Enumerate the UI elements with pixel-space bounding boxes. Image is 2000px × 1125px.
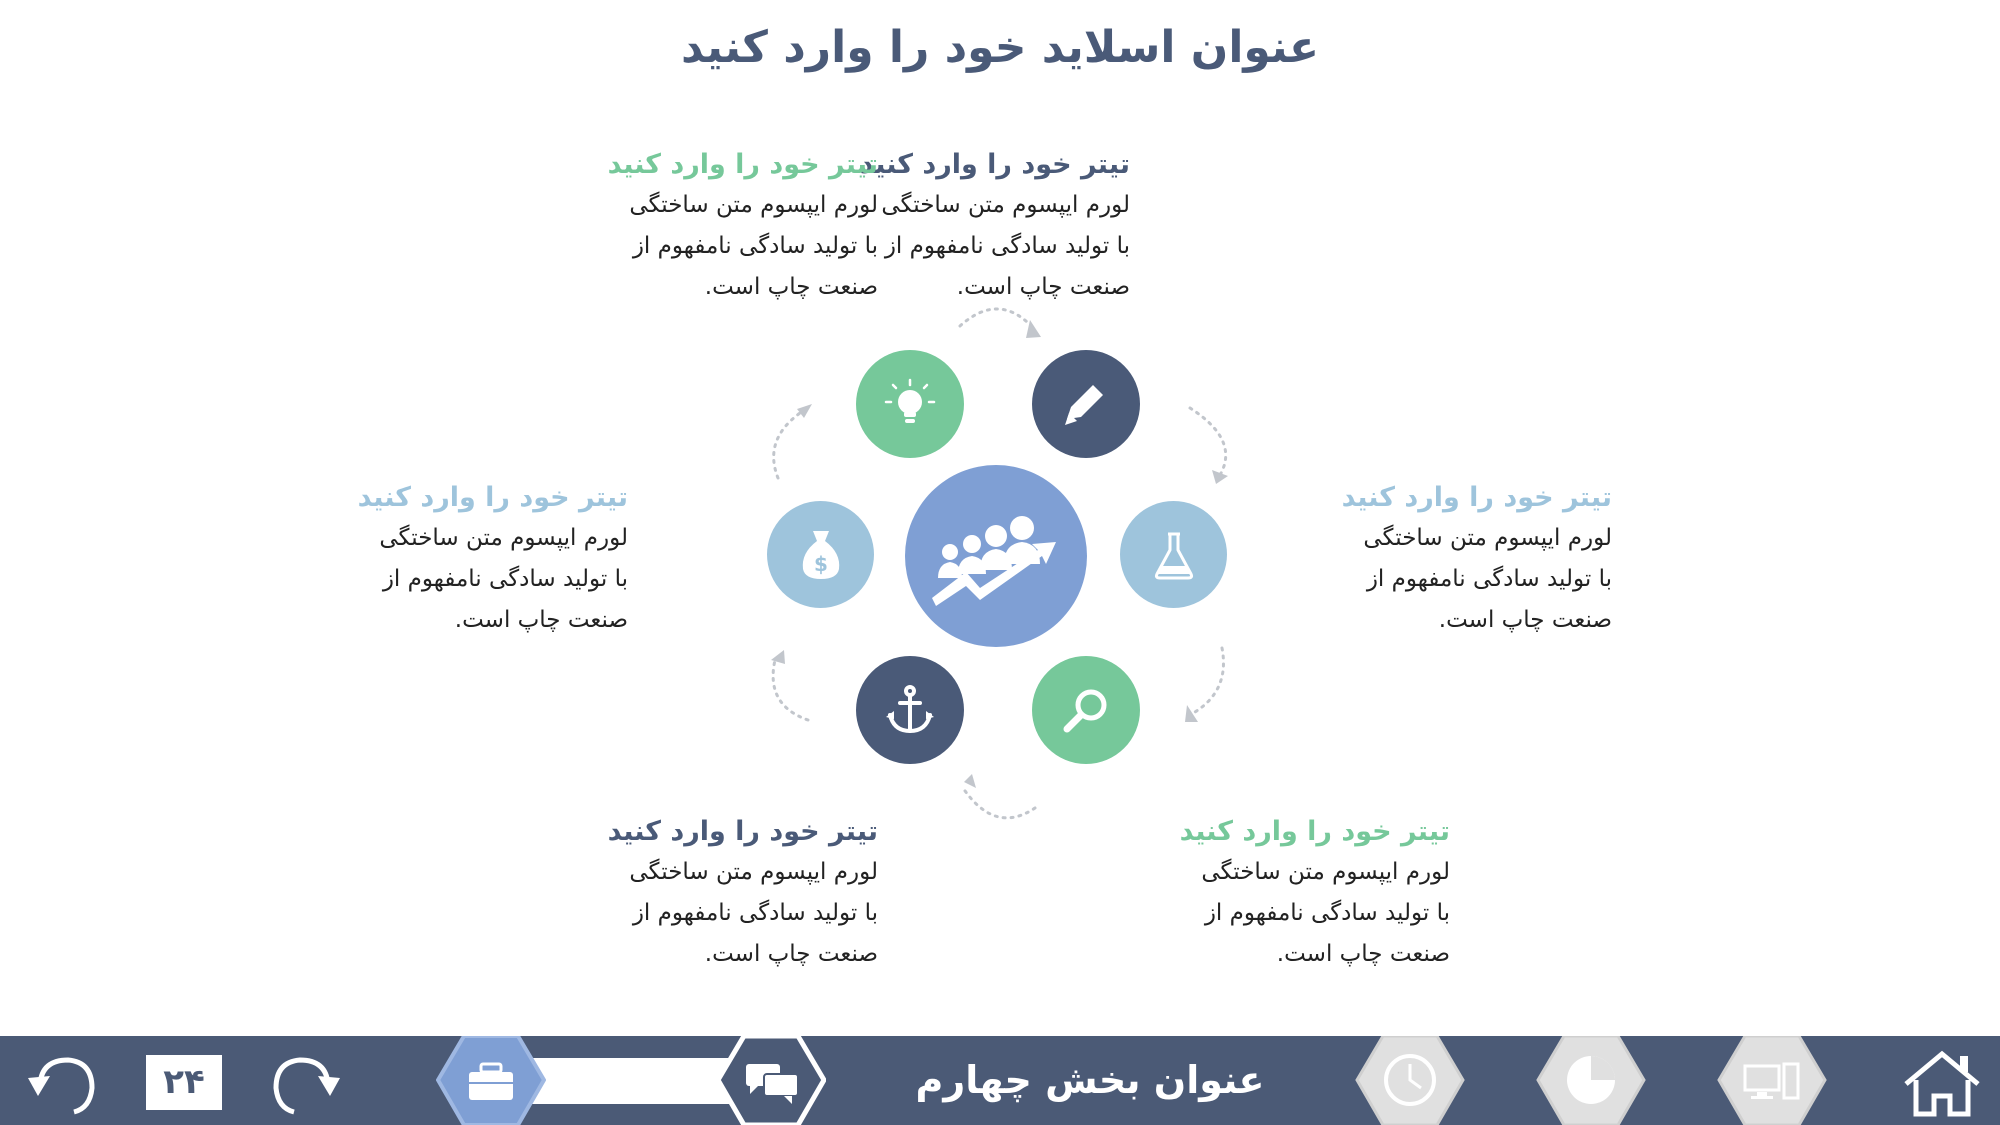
item-line: لورم ایپسوم متن ساختگی <box>881 192 1130 218</box>
home-icon[interactable] <box>1898 1048 1986 1118</box>
pencil-icon <box>1032 350 1140 458</box>
flask-icon <box>1120 501 1227 608</box>
item-line: با تولید سادگی نامفهوم از <box>632 900 878 926</box>
computer-icon[interactable] <box>1717 1036 1827 1125</box>
undo-icon[interactable] <box>24 1048 104 1118</box>
item-title: تیتر خود را وارد کنید <box>357 482 628 513</box>
briefcase-icon[interactable] <box>436 1036 546 1125</box>
item-line: لورم ایپسوم متن ساختگی <box>1363 525 1612 551</box>
lightbulb-icon <box>856 350 964 458</box>
item-title: تیتر خود را وارد کنید <box>607 816 878 847</box>
chat-icon[interactable] <box>716 1036 826 1125</box>
redo-icon[interactable] <box>264 1048 344 1118</box>
slide-title: عنوان اسلاید خود را وارد کنید <box>680 22 1320 73</box>
anchor-icon <box>856 656 964 764</box>
item-title: تیتر خود را وارد کنید <box>859 149 1130 180</box>
item-line: لورم ایپسوم متن ساختگی <box>379 525 628 551</box>
team-growth-icon <box>905 465 1087 647</box>
item-line: با تولید سادگی نامفهوم از <box>884 233 1130 259</box>
clock-icon[interactable] <box>1355 1036 1465 1125</box>
page-number: ۲۴ <box>146 1055 222 1110</box>
section-title: عنوان بخش چهارم <box>915 1058 1265 1102</box>
item-line: صنعت چاپ است. <box>704 941 878 967</box>
item-line: صنعت چاپ است. <box>1276 941 1450 967</box>
item-line: لورم ایپسوم متن ساختگی <box>629 859 878 885</box>
item-line: صنعت چاپ است. <box>1438 607 1612 633</box>
svg-text:$: $ <box>813 551 828 576</box>
magnifier-icon <box>1032 656 1140 764</box>
item-line: با تولید سادگی نامفهوم از <box>632 233 878 259</box>
item-line: صنعت چاپ است. <box>956 274 1130 300</box>
item-line: با تولید سادگی نامفهوم از <box>1366 566 1612 592</box>
item-line: با تولید سادگی نامفهوم از <box>382 566 628 592</box>
item-title: تیتر خود را وارد کنید <box>607 149 878 180</box>
item-line: لورم ایپسوم متن ساختگی <box>1201 859 1450 885</box>
item-line: با تولید سادگی نامفهوم از <box>1204 900 1450 926</box>
item-line: صنعت چاپ است. <box>454 607 628 633</box>
item-title: تیتر خود را وارد کنید <box>1179 816 1450 847</box>
item-title: تیتر خود را وارد کنید <box>1341 482 1612 513</box>
item-line: صنعت چاپ است. <box>704 274 878 300</box>
money-bag-icon <box>767 501 874 608</box>
pie-chart-icon[interactable] <box>1536 1036 1646 1125</box>
item-line: لورم ایپسوم متن ساختگی <box>629 192 878 218</box>
